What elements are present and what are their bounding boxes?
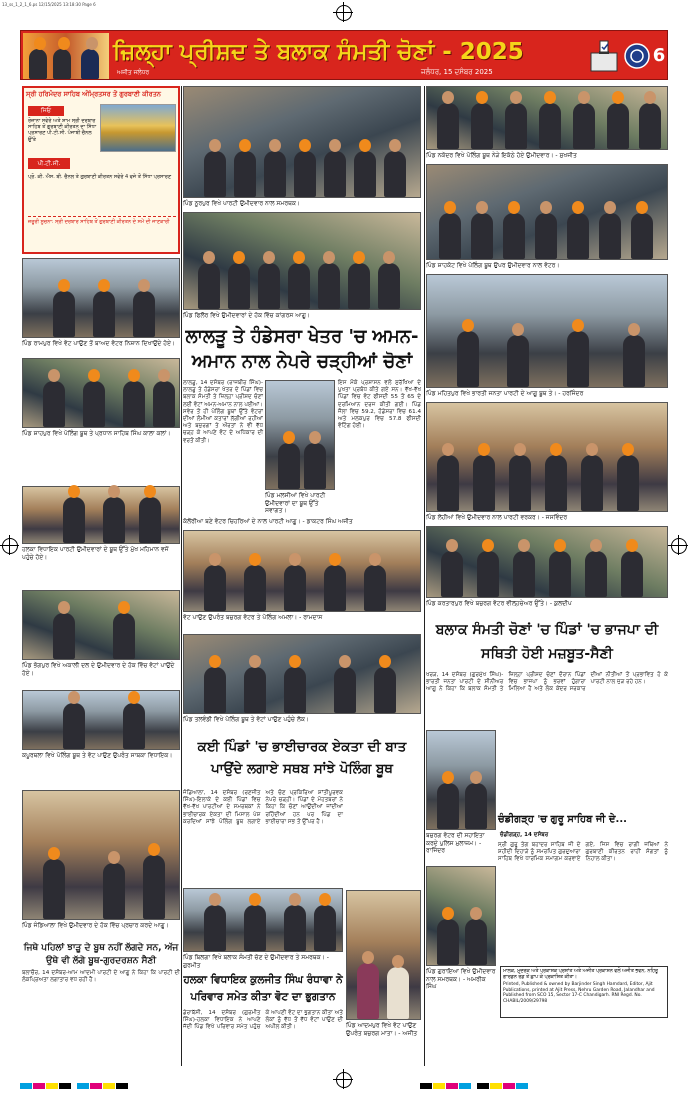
print-slug: 13_ss_1_2_1_6.ps 12/15/2025 13:18:30 Page 6 (2, 2, 96, 7)
color-calibration-bar (420, 1074, 660, 1082)
photo-gurdwara (426, 866, 496, 966)
article-a1-body: ਲਾਲੜੂ, 14 ਦਸੰਬਰ (ਰਾਜਬੀਰ ਸਿੰਘ)-ਲਾਲੜੂ ਤੇ ਹੰਡੇਸਰਾ ਖੇਤਰ ਦੇ ਪਿੰਡਾਂ ਵਿਚ ਬਲਾਕ ਸੰਮਤੀ ਤੇ ਜ਼ਿਲ੍ਹਾ ਪ੍ਰੀਸ਼ਦ ਚੋਣਾਂ ਲਈ ਵੋਟਾਂ ਅਮਨ-ਅਮਾਨ ਨਾਲ ਪਈਆਂ। ਸਵੇਰ ਤੋਂ ਹੀ ਪੋਲਿੰਗ ਬੂਥਾਂ ਉੱਤੇ ਵੋਟਰਾਂ ਦੀਆਂ ਲੰਮੀਆਂ ਕਤਾਰਾਂ ਲੱਗੀਆਂ ਰਹੀਆਂ ਅਤੇ ਬਜ਼ੁਰਗਾਂ ਤੇ ਔਰਤਾਂ ਨੇ ਵੀ ਵੱਧ ਚੜ੍ਹ ਕੇ ਆਪਣੇ ਵੋਟ ਦੇ ਅਧਿਕਾਰ ਦੀ ਵਰਤੋਂ ਕੀਤੀ। (183, 380, 263, 444)
caption-20: ਬਜ਼ੁਰਗ ਵੋਟਰ ਦੀ ਸਹਾਇਤਾ ਕਰਦੇ ਪੁਲਿਸ ਮੁਲਾਜ਼ਮ। - ਰਾਜਿੰਦਰ (426, 832, 485, 854)
headline-a6: ਹਲਕਾ ਵਿਧਾਇਕ ਕੁਲਜੀਤ ਸਿੰਘ ਰੰਧਾਵਾ ਨੇ ਪਰਿਵਾਰ ਸਮੇਤ ਕੀਤਾ ਵੋਟ ਦਾ ਭੁਗਤਾਨ (183, 974, 343, 1003)
headline-a1: ਲਾਲੜੂ ਤੇ ਹੰਡੇਸਰਾ ਖੇਤਰ 'ਚ ਅਮਨ-ਅਮਾਨ ਨਾਲ ਨੇਪਰੇ ਚੜ੍ਹੀਆਂ ਚੋਣਾਂ (185, 326, 419, 372)
caption-1: ਪਿੰਡ ਰਾਮਪੁਰ ਵਿਖੇ ਵੋਟ ਪਾਉਣ ਤੋਂ ਬਾਅਦ ਵੋਟਰ ਨਿਸ਼ਾਨ ਦਿਖਾਉਂਦੇ ਹੋਏ। (22, 340, 176, 347)
photo-voters-left-4 (22, 590, 180, 660)
header-portrait (53, 49, 71, 79)
caption-12: ਪਿੰਡ ਤਲਵੰਡੀ ਵਿਖੇ ਪੋਲਿੰਗ ਬੂਥ ਤੇ ਵੋਟਾਂ ਪਾਉਣ ਪਹੁੰਚੇ ਲੋਕ। (183, 716, 310, 723)
registration-mark-top (336, 5, 352, 21)
headline-a2: ਬਲਾਕ ਸੰਮਤੀ ਚੋਣਾਂ 'ਚ ਪਿੰਡਾਂ 'ਚ ਭਾਜਪਾ ਦੀ ਸਥਿਤੀ ਹੋਈ ਮਜ਼ਬੂਤ-ਸੈਣੀ (435, 622, 659, 662)
registration-mark-right (671, 538, 687, 554)
header-date: ਜਲੰਧਰ, 15 ਦਸੰਬਰ 2025 (421, 68, 493, 76)
caption-10: ਕੱਲੋਂਰੀਆ ਬਣੇ ਵੋਟਰ ਚਿਹਰਿਆਂ ਦੇ ਨਾਲ ਪਾਰਟੀ ਆਗੂ। - ਡਾਕਟਰ ਸਿੰਘ ਅਜੀਤ (183, 518, 353, 525)
caption-16: ਪਿੰਡ ਮਹਿਤਪੁਰ ਵਿਖੇ ਭਾਰਤੀ ਜਨਤਾ ਪਾਰਟੀ ਦੇ ਆਗੂ ਬੂਥ ਤੇ। - ਹਰਜਿੰਦਰ (426, 390, 584, 397)
photo-elderly-voter (22, 790, 180, 920)
photo-voters-left-5 (22, 690, 180, 750)
info-box-title: ਸ੍ਰੀ ਹਰਿਮੰਦਰ ਸਾਹਿਬ ਅੰਮ੍ਰਿਤਸਰ ਤੋਂ ਗੁਰਬਾਣੀ ਕੀਰਤਨ (26, 90, 161, 98)
caption-2: ਪਿੰਡ ਸ਼ਾਹਪੁਰ ਵਿਖੇ ਪੋਲਿੰਗ ਬੂਥ ਤੇ ਪ੍ਰਧਾਨ ਸਾਹਿਬ ਸਿੰਘ ਕਾਲਾ ਕਲਾਂ। (22, 430, 171, 437)
photo-group-right-3 (426, 274, 668, 388)
headline-a4: ਚੰਡੀਗੜ੍ਹ 'ਚ ਗੁਰੂ ਸਾਹਿਬ ਜੀ ਦੇ... (498, 814, 627, 825)
ballot-box-icon (587, 39, 621, 73)
imprint-box (500, 966, 668, 1018)
imprint-text-en: Printed, Published & owned by Barjinder Singh Hamdard, Editor, Ajit Publications, printed at Ajit Press, Nehru Garden Road, Jalandhar and Published from SCO 15, Sector 17-C Chandigarh. RNI Regd. No. CHABIL/2009/29798 (503, 982, 655, 1004)
photo-voters-left-3 (22, 486, 180, 544)
evm-icon (623, 39, 651, 73)
article-a1-body2: ਇਸ ਮੌਕੇ ਪ੍ਰਸ਼ਾਸਨ ਵਲੋਂ ਸੁਰੱਖਿਆ ਦੇ ਪੁਖਤਾ ਪ੍ਰਬੰਧ ਕੀਤੇ ਗਏ ਸਨ। ਵੱਖ-ਵੱਖ ਪਿੰਡਾਂ ਵਿਚ ਵੋਟ ਫੀਸਦੀ 55 ਤੋਂ 65 ਦੇ ਦਰਮਿਆਨ ਦਰਜ ਕੀਤੀ ਗਈ। ਪਿੰਡ ਜੌਲਾ ਵਿਚ 59.2, ਹੰਡੇਸਰਾ ਵਿਚ 61.4 ਅਤੇ ਮਲਕਪੁਰ ਵਿਚ 57.8 ਫੀਸਦੀ ਵੋਟਿੰਗ ਹੋਈ। (338, 380, 421, 430)
header-portrait (29, 49, 47, 79)
article-a5-body: ਬਲਾਚੌਰ, 14 ਦਸੰਬਰ-ਆਮ ਆਦਮੀ ਪਾਰਟੀ ਦੇ ਆਗੂ ਨੇ ਕਿਹਾ ਕਿ ਪਾਰਟੀ ਦੀ ਲੋਕਪ੍ਰਿਅਤਾ ਲਗਾਤਾਰ ਵਧ ਰਹੀ ਹੈ। (22, 970, 180, 984)
caption-17: ਪਿੰਡ ਲੋਹੀਆਂ ਵਿਖੇ ਉਮੀਦਵਾਰ ਨਾਲ ਪਾਰਟੀ ਵਰਕਰ। - ਜਸਵਿੰਦਰ (426, 514, 568, 521)
color-calibration-bar (20, 1074, 320, 1082)
column-rule (424, 86, 425, 1066)
caption-11: ਵੋਟ ਪਾਉਣ ਉਪਰੰਤ ਬਜ਼ੁਰਗ ਵੋਟਰ ਤੇ ਪੋਲਿੰਗ ਅਮਲਾ। - ਰਾਮਦਾਸ (183, 614, 323, 621)
info-box-text1: ਰੋਜ਼ਾਨਾ ਸਵੇਰੇ ਅਤੇ ਸ਼ਾਮ ਸ੍ਰੀ ਦਰਬਾਰ ਸਾਹਿਬ ਤੋਂ ਗੁਰਬਾਣੀ ਕੀਰਤਨ ਦਾ ਸਿੱਧਾ ਪ੍ਰਸਾਰਣ ਪੀ.ਟੀ.ਸੀ. ਪੰਜਾਬੀ ਚੈਨਲ ਉੱਤੇ (28, 118, 97, 143)
article-a4-byline: ਚੰਡੀਗੜ੍ਹ, 14 ਦਸੰਬਰ (500, 832, 549, 838)
header-banner (20, 30, 668, 80)
caption-21: ਪਿੰਡ ਗੁਰਾਇਆ ਵਿਖੇ ਉਮੀਦਵਾਰ ਨਾਲ ਸਮਰਥਕ। - ਅਮਰੀਕ ਸਿੰਘ (426, 968, 496, 990)
header-paper-name: ਅਜੀਤ ਜਲੰਧਰ (117, 69, 150, 76)
article-a3-body: ਜੰਡਿਆਲਾ, 14 ਦਸੰਬਰ (ਰਣਜੀਤ ਸਿੰਘ)-ਇਲਾਕੇ ਦੇ ਕਈ ਪਿੰਡਾਂ ਵਿਚ ਵੱਖ-ਵੱਖ ਪਾਰਟੀਆਂ ਦੇ ਸਮਰਥਕਾਂ ਨੇ ਭਾਈਚਾਰਕ ਏਕਤਾ ਦੀ ਮਿਸਾਲ ਪੇਸ਼ ਕਰਦਿਆਂ ਸਾਂਝੇ ਪੋਲਿੰਗ ਬੂਥ ਲਗਾਏ ਅਤੇ ਚੋਣ ਪ੍ਰਕਿਰਿਆ ਸ਼ਾਂਤੀਪੂਰਵਕ ਨੇਪਰੇ ਚੜ੍ਹੀ। ਪਿੰਡਾਂ ਦੇ ਮੋਹਤਬਰਾਂ ਨੇ ਕਿਹਾ ਕਿ ਚੋਣਾਂ ਆਉਂਦੀਆਂ ਜਾਂਦੀਆਂ ਰਹਿੰਦੀਆਂ ਹਨ ਪਰ ਪਿੰਡ ਦਾ ਭਾਈਚਾਰਾ ਸਭ ਤੋਂ ਉੱਪਰ ਹੈ। (183, 790, 343, 825)
caption-6: ਪਿੰਡ ਜੰਡਿਆਲਾ ਵਿਖੇ ਉਮੀਦਵਾਰ ਦੇ ਹੱਕ ਵਿੱਚ ਪ੍ਰਚਾਰ ਕਰਦੇ ਆਗੂ। (22, 922, 169, 929)
headline-a5: ਜਿਥੇ ਪਹਿਲਾਂ ਝਾੜੂ ਦੇ ਬੂਥ ਨਹੀਂ ਲੱਗਦੇ ਸਨ, ਅੱਜ ਉਥੇ ਵੀ ਲੱਗੇ ਬੂਥ-ਗੁਰਦਰਸ਼ਨ ਸੈਣੀ (23, 943, 179, 966)
caption-13: ਪਿੰਡ ਬਿਲਗਾ ਵਿਖੇ ਬਲਾਕ ਸੰਮਤੀ ਚੋਣ ਦੇ ਉਮੀਦਵਾਰ ਤੇ ਸਮਰਥਕ। - ਗੁਰਮੀਤ (183, 954, 329, 969)
photo-group-middle-4 (183, 634, 421, 714)
info-box-badge: ਜਿਓ (28, 106, 64, 116)
caption-5: ਕਪੂਰਥਲਾ ਵਿਖੇ ਪੋਲਿੰਗ ਬੂਥ ਤੇ ਵੋਟ ਪਾਉਣ ਉਪਰੰਤ ਸਾਬਕਾ ਵਿਧਾਇਕ। (22, 752, 173, 759)
article-a6-body: ਡੇਰਾਬੱਸੀ, 14 ਦਸੰਬਰ (ਗੁਰਮੀਤ ਸਿੰਘ)-ਹਲਕਾ ਵਿਧਾਇਕ ਨੇ ਆਪਣੇ ਜੱਦੀ ਪਿੰਡ ਵਿਖੇ ਪਰਿਵਾਰ ਸਮੇਤ ਪਹੁੰਚ ਕੇ ਆਪਣੀ ਵੋਟ ਦਾ ਭੁਗਤਾਨ ਕੀਤਾ ਅਤੇ ਲੋਕਾਂ ਨੂੰ ਵੱਧ ਤੋਂ ਵੱਧ ਵੋਟਾਂ ਪਾਉਣ ਦੀ ਅਪੀਲ ਕੀਤੀ। (183, 1010, 343, 1031)
registration-mark-left (2, 538, 18, 554)
caption-9: ਪਿੰਡ ਮਲਸੀਆਂ ਵਿਖੇ ਪਾਰਟੀ ਉਮੀਦਵਾਰਾਂ ਦਾ ਬੂਥ ਉੱਤੇ ਸਵਾਗਤ। (265, 492, 326, 514)
article-a4-body: ਸ੍ਰੀ ਗੁਰੂ ਤੇਗ ਬਹਾਦਰ ਸਾਹਿਬ ਜੀ ਦੇ ਸ਼ਹੀਦੀ ਦਿਹਾੜੇ ਨੂੰ ਸਮਰਪਿਤ ਗੁਰਦੁਆਰਾ ਸਾਹਿਬ ਵਿਖੇ ਧਾਰਮਿਕ ਸਮਾਗਮ ਕਰਵਾਏ ਗਏ, ਜਿਸ ਵਿਚ ਰਾਗੀ ਜਥਿਆਂ ਨੇ ਗੁਰਬਾਣੀ ਕੀਰਤਨ ਰਾਹੀਂ ਸੰਗਤਾਂ ਨੂੰ ਨਿਹਾਲ ਕੀਤਾ। (498, 842, 668, 863)
caption-15: ਪਿੰਡ ਸ਼ਾਹਕੋਟ ਵਿਖੇ ਪੋਲਿੰਗ ਬੂਥ ਉਪਰ ਉਮੀਦਵਾਰ ਨਾਲ ਵੋਟਰ। (426, 262, 560, 269)
golden-temple-photo (100, 104, 176, 152)
photo-group-right-4 (426, 402, 668, 512)
page-number: 6 (652, 45, 666, 66)
header-portrait (81, 49, 99, 79)
info-box (22, 86, 180, 254)
header-photo-strip (23, 33, 109, 79)
photo-voters-left-2 (22, 358, 180, 428)
caption-19: ਪਿੰਡ ਆਦਮਪੁਰ ਵਿਖੇ ਵੋਟ ਪਾਉਣ ਉਪਰੰਤ ਬਜ਼ੁਰਗ ਮਾਤਾ। - ਅਜੀਤ (346, 1022, 418, 1037)
column-rule (181, 86, 182, 1066)
caption-8: ਪਿੰਡ ਫਿਲੌਰ ਵਿਖੇ ਉਮੀਦਵਾਰਾਂ ਦੇ ਹੱਕ ਵਿੱਚ ਕਾਂਗਰਸ ਆਗੂ। (183, 312, 310, 319)
caption-4: ਪਿੰਡ ਭੋਗਪੁਰ ਵਿਖੇ ਅਕਾਲੀ ਦਲ ਦੇ ਉਮੀਦਵਾਰ ਦੇ ਹੱਕ ਵਿੱਚ ਵੋਟਾਂ ਪਾਉਂਦੇ ਹੋਏ। (22, 662, 175, 677)
info-box-badge2: ਪੀ.ਟੀ.ਸੀ. (28, 158, 70, 169)
photo-voters-left-1 (22, 258, 180, 338)
photo-group-middle-5 (183, 888, 343, 952)
imprint-text: ਮਾਲਕ, ਮੁਦਰਕ ਅਤੇ ਪ੍ਰਕਾਸ਼ਕ ਪ੍ਰਸ਼ਾਂਤ ਅਤੇ ਅਜੀਤ ਪ੍ਰਕਾਸ਼ਨ ਵਲੋਂ ਅਜੀਤ ਭਵਨ, ਨਹਿਰੂ ਗਾਰਡਨ ਰੋਡ ਤੋਂ ਛਾਪ ਕੇ ਪ੍ਰਕਾਸ਼ਿਤ ਕੀਤਾ। (503, 969, 658, 980)
photo-group-right-5 (426, 526, 668, 598)
photo-elderly-women (346, 890, 421, 1020)
photo-wheelchair-voter (426, 730, 496, 830)
photo-group-middle-3 (183, 530, 421, 612)
photo-group-right-2 (426, 164, 668, 260)
caption-7: ਪਿੰਡ ਨੂਰਪੁਰ ਵਿਖੇ ਪਾਰਟੀ ਉਮੀਦਵਾਰ ਨਾਲ ਸਮਰਥਕ। (183, 200, 301, 207)
info-box-text2: ਪ੍ਰੋ. ਕੀ. ਐਸ. ਬੀ. ਚੈਨਲ ਤੇ ਗੁਰਬਾਣੀ ਕੀਰਤਨ ਸਵੇਰੇ 4 ਵਜੇ ਤੋਂ ਸਿੱਧਾ ਪ੍ਰਸਾਰਣ (28, 174, 172, 180)
header-title: ਜ਼ਿਲ੍ਹਾ ਪ੍ਰੀਸ਼ਦ ਤੇ ਬਲਾਕ ਸੰਮਤੀ ਚੋਣਾਂ - 2025 (113, 39, 524, 65)
registration-mark-bottom (336, 1072, 352, 1088)
photo-group-middle-1 (183, 86, 421, 198)
caption-18: ਪਿੰਡ ਕਰਤਾਰਪੁਰ ਵਿਖੇ ਬਜ਼ੁਰਗ ਵੋਟਰ ਵੀਲ੍ਹਚੇਅਰ ਉੱਤੇ। - ਕੁਲਦੀਪ (426, 600, 572, 607)
article-a2-body: ਖਰੜ, 14 ਦਸੰਬਰ (ਗੁਰਮੁੱਖ ਸਿੰਘ)-ਭਾਰਤੀ ਜਨਤਾ ਪਾਰਟੀ ਦੇ ਸੀਨੀਅਰ ਆਗੂ ਨੇ ਕਿਹਾ ਕਿ ਬਲਾਕ ਸੰਮਤੀ ਤੇ ਜ਼ਿਲ੍ਹਾ ਪ੍ਰੀਸ਼ਦ ਚੋਣਾਂ ਦੌਰਾਨ ਪਿੰਡਾਂ ਵਿਚ ਭਾਜਪਾ ਨੂੰ ਭਰਵਾਂ ਹੁੰਗਾਰਾ ਮਿਲਿਆ ਹੈ ਅਤੇ ਲੋਕ ਕੇਂਦਰ ਸਰਕਾਰ ਦੀਆਂ ਨੀਤੀਆਂ ਤੋਂ ਪ੍ਰਭਾਵਿਤ ਹੋ ਕੇ ਪਾਰਟੀ ਨਾਲ ਜੁੜ ਰਹੇ ਹਨ। (426, 672, 668, 693)
photo-group-middle-2 (183, 212, 421, 310)
photo-group-right-1 (426, 86, 668, 150)
caption-3: ਹਲਕਾ ਵਿਧਾਇਕ ਪਾਰਟੀ ਉਮੀਦਵਾਰਾਂ ਦੇ ਬੂਥ ਉੱਤੇ ਮੁੱਖ ਮਹਿਮਾਨ ਵਜੋਂ ਪਹੁੰਚੇ ਹੋਏ। (22, 546, 169, 561)
headline-a3: ਕਈ ਪਿੰਡਾਂ 'ਚ ਭਾਈਚਾਰਕ ਏਕਤਾ ਦੀ ਬਾਤ ਪਾਉਂਦੇ ਲਗਾਏ ਸਥਬ ਸਾਂਝੇ ਪੋਲਿੰਗ ਬੂਥ (197, 739, 407, 777)
info-box-text3: ਜ਼ਰੂਰੀ ਸੂਚਨਾ: ਸ੍ਰੀ ਦਰਬਾਰ ਸਾਹਿਬ ਤੋਂ ਗੁਰਬਾਣੀ ਕੀਰਤਨ ਦੇ ਸਮੇਂ ਦੀ ਜਾਣਕਾਰੀ (28, 216, 176, 250)
caption-14: ਪਿੰਡ ਨਕੋਦਰ ਵਿਖੇ ਪੋਲਿੰਗ ਬੂਥ ਨੇੜੇ ਇਕੱਠੇ ਹੋਏ ਉਮੀਦਵਾਰ। - ਸੁਖਜੀਤ (426, 152, 577, 159)
photo-article-a1 (265, 380, 335, 490)
